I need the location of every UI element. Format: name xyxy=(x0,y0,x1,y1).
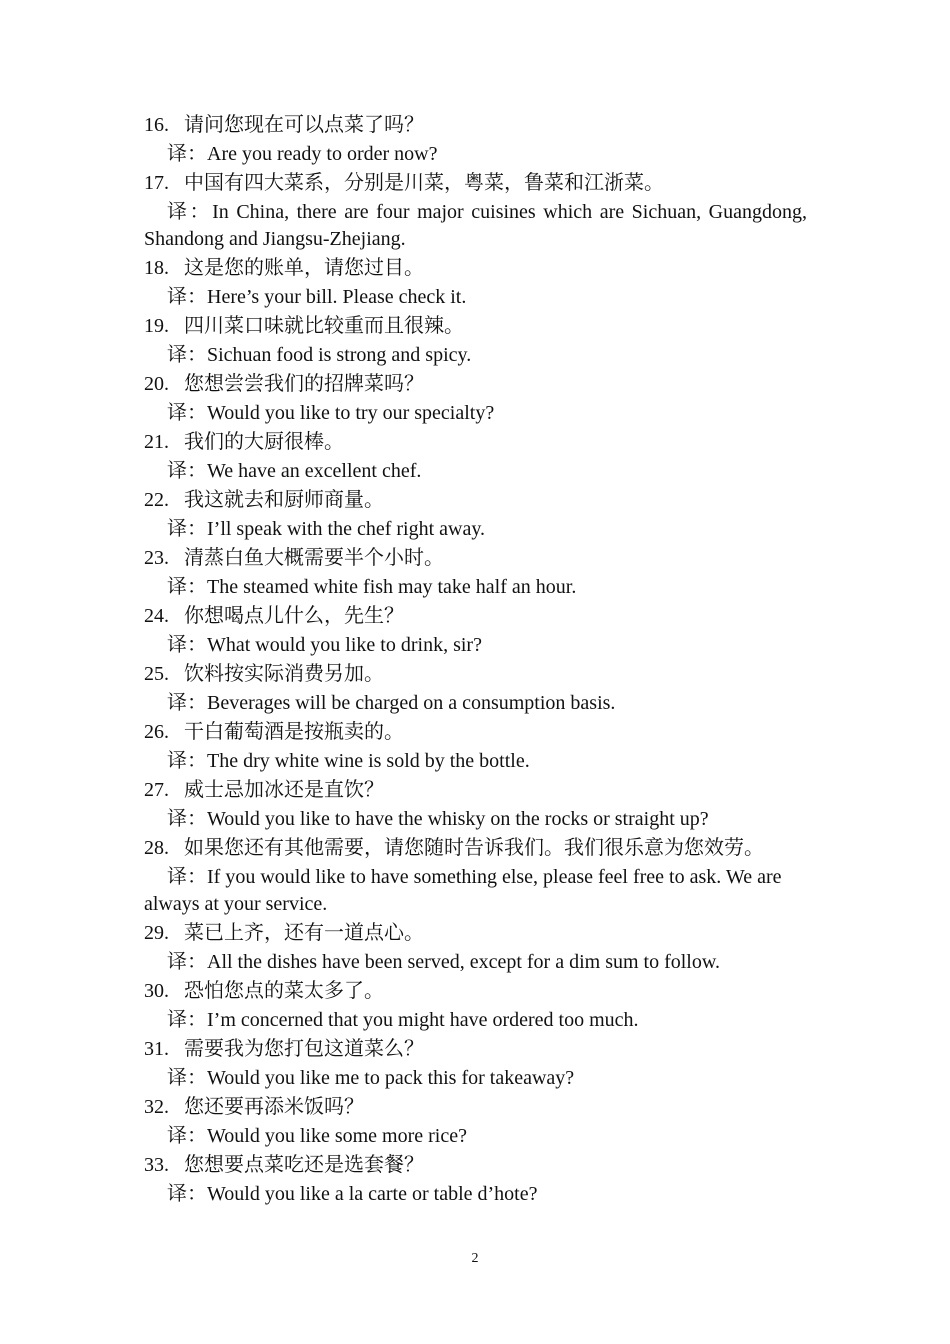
translation-prefix: 译： xyxy=(167,460,207,482)
translation-prefix: 译： xyxy=(167,1183,207,1205)
chinese-text: 你想喝点儿什么，先生？ xyxy=(184,605,404,627)
entry-27 xyxy=(144,776,807,834)
item-number: 28. xyxy=(144,837,169,859)
chinese-sentence xyxy=(144,834,807,863)
english-text: If you would like to have something else, please feel free to ask. We are always at your service. xyxy=(144,866,782,915)
translation-prefix: 译： xyxy=(167,866,207,888)
chinese-text: 请问您现在可以点菜了吗？ xyxy=(184,114,424,136)
chinese-sentence xyxy=(144,919,807,948)
translation-prefix: 译： xyxy=(167,692,207,714)
translation-prefix: 译： xyxy=(167,634,207,656)
english-translation xyxy=(144,140,807,169)
english-translation xyxy=(144,1006,807,1035)
chinese-text: 中国有四大菜系，分别是川菜，粤菜，鲁菜和江浙菜。 xyxy=(184,172,664,194)
item-number: 18. xyxy=(144,257,169,279)
chinese-sentence xyxy=(144,428,807,457)
chinese-text: 干白葡萄酒是按瓶卖的。 xyxy=(184,721,404,743)
entry-18 xyxy=(144,254,807,312)
english-translation xyxy=(144,689,807,718)
chinese-text: 恐怕您点的菜太多了。 xyxy=(184,980,384,1002)
translation-prefix: 译： xyxy=(167,201,213,223)
translation-prefix: 译： xyxy=(167,808,207,830)
english-translation xyxy=(144,1122,807,1151)
entry-20 xyxy=(144,370,807,428)
english-text: Are you ready to order now? xyxy=(207,143,438,165)
chinese-text: 您想要点菜吃还是选套餐？ xyxy=(184,1154,424,1176)
entry-16 xyxy=(144,111,807,169)
translation-prefix: 译： xyxy=(167,1067,207,1089)
entry-25 xyxy=(144,660,807,718)
chinese-sentence xyxy=(144,660,807,689)
chinese-sentence xyxy=(144,776,807,805)
item-number: 26. xyxy=(144,721,169,743)
item-number: 27. xyxy=(144,779,169,801)
item-number: 23. xyxy=(144,547,169,569)
chinese-sentence xyxy=(144,312,807,341)
english-text: Would you like to try our specialty? xyxy=(207,402,495,424)
item-number: 21. xyxy=(144,431,169,453)
entry-30 xyxy=(144,977,807,1035)
english-text: Here’s your bill. Please check it. xyxy=(207,286,467,308)
entry-33 xyxy=(144,1151,807,1209)
english-translation xyxy=(144,283,807,312)
english-text: Would you like some more rice? xyxy=(207,1125,467,1147)
translation-prefix: 译： xyxy=(167,750,207,772)
english-text: All the dishes have been served, except for a dim sum to follow. xyxy=(207,951,721,973)
english-text: Sichuan food is strong and spicy. xyxy=(207,344,472,366)
entry-23 xyxy=(144,544,807,602)
english-translation xyxy=(144,1180,807,1209)
english-text: We have an excellent chef. xyxy=(207,460,422,482)
document-body xyxy=(144,111,807,1209)
english-translation xyxy=(144,573,807,602)
entry-26 xyxy=(144,718,807,776)
entry-17 xyxy=(144,169,807,254)
entry-29 xyxy=(144,919,807,977)
entry-21 xyxy=(144,428,807,486)
english-translation xyxy=(144,515,807,544)
entry-19 xyxy=(144,312,807,370)
chinese-text: 四川菜口味就比较重而且很辣。 xyxy=(184,315,464,337)
item-number: 24. xyxy=(144,605,169,627)
chinese-sentence xyxy=(144,111,807,140)
item-number: 16. xyxy=(144,114,169,136)
chinese-sentence xyxy=(144,1035,807,1064)
translation-prefix: 译： xyxy=(167,402,207,424)
english-translation xyxy=(144,399,807,428)
chinese-text: 菜已上齐，还有一道点心。 xyxy=(184,922,424,944)
item-number: 20. xyxy=(144,373,169,395)
item-number: 22. xyxy=(144,489,169,511)
english-translation xyxy=(144,805,807,834)
entry-24 xyxy=(144,602,807,660)
chinese-text: 如果您还有其他需要，请您随时告诉我们。我们很乐意为您效劳。 xyxy=(184,837,764,859)
english-translation xyxy=(144,198,807,254)
item-number: 32. xyxy=(144,1096,169,1118)
english-translation xyxy=(144,341,807,370)
entry-22 xyxy=(144,486,807,544)
chinese-text: 我们的大厨很棒。 xyxy=(184,431,344,453)
chinese-sentence xyxy=(144,1151,807,1180)
translation-prefix: 译： xyxy=(167,1125,207,1147)
chinese-sentence xyxy=(144,977,807,1006)
chinese-sentence xyxy=(144,486,807,515)
chinese-text: 您想尝尝我们的招牌菜吗？ xyxy=(184,373,424,395)
chinese-sentence xyxy=(144,602,807,631)
item-number: 19. xyxy=(144,315,169,337)
english-text: Would you like to have the whisky on the rocks or straight up? xyxy=(207,808,709,830)
chinese-sentence xyxy=(144,1093,807,1122)
entry-32 xyxy=(144,1093,807,1151)
translation-prefix: 译： xyxy=(167,1009,207,1031)
english-translation xyxy=(144,631,807,660)
chinese-sentence xyxy=(144,718,807,747)
english-text: The steamed white fish may take half an hour. xyxy=(207,576,577,598)
translation-prefix: 译： xyxy=(167,518,207,540)
entry-31 xyxy=(144,1035,807,1093)
translation-prefix: 译： xyxy=(167,344,207,366)
chinese-text: 清蒸白鱼大概需要半个小时。 xyxy=(184,547,444,569)
english-translation xyxy=(144,457,807,486)
chinese-sentence xyxy=(144,169,807,198)
item-number: 25. xyxy=(144,663,169,685)
english-translation xyxy=(144,1064,807,1093)
english-text: In China, there are four major cuisines which are Sichuan, Guangdong, Shandong and Jiangsu-Zhejiang. xyxy=(144,201,807,250)
english-text: The dry white wine is sold by the bottle. xyxy=(207,750,530,772)
chinese-text: 威士忌加冰还是直饮？ xyxy=(184,779,384,801)
chinese-sentence xyxy=(144,370,807,399)
translation-prefix: 译： xyxy=(167,576,207,598)
english-text: What would you like to drink, sir? xyxy=(207,634,482,656)
english-text: I’m concerned that you might have ordered too much. xyxy=(207,1009,639,1031)
english-text: Would you like me to pack this for takeaway? xyxy=(207,1067,575,1089)
item-number: 31. xyxy=(144,1038,169,1060)
chinese-sentence xyxy=(144,254,807,283)
item-number: 17. xyxy=(144,172,169,194)
translation-prefix: 译： xyxy=(167,143,207,165)
translation-prefix: 译： xyxy=(167,286,207,308)
english-text: I’ll speak with the chef right away. xyxy=(207,518,486,540)
chinese-text: 这是您的账单，请您过目。 xyxy=(184,257,424,279)
item-number: 29. xyxy=(144,922,169,944)
english-translation xyxy=(144,948,807,977)
item-number: 33. xyxy=(144,1154,169,1176)
chinese-text: 您还要再添米饭吗？ xyxy=(184,1096,364,1118)
item-number: 30. xyxy=(144,980,169,1002)
page-number: 2 xyxy=(471,1251,479,1266)
english-text: Beverages will be charged on a consumption basis. xyxy=(207,692,616,714)
english-translation xyxy=(144,863,807,919)
chinese-text: 饮料按实际消费另加。 xyxy=(184,663,384,685)
chinese-sentence xyxy=(144,544,807,573)
english-text: Would you like a la carte or table d’hote? xyxy=(207,1183,538,1205)
translation-prefix: 译： xyxy=(167,951,207,973)
chinese-text: 需要我为您打包这道菜么？ xyxy=(184,1038,424,1060)
chinese-text: 我这就去和厨师商量。 xyxy=(184,489,384,511)
english-translation xyxy=(144,747,807,776)
entry-28 xyxy=(144,834,807,919)
